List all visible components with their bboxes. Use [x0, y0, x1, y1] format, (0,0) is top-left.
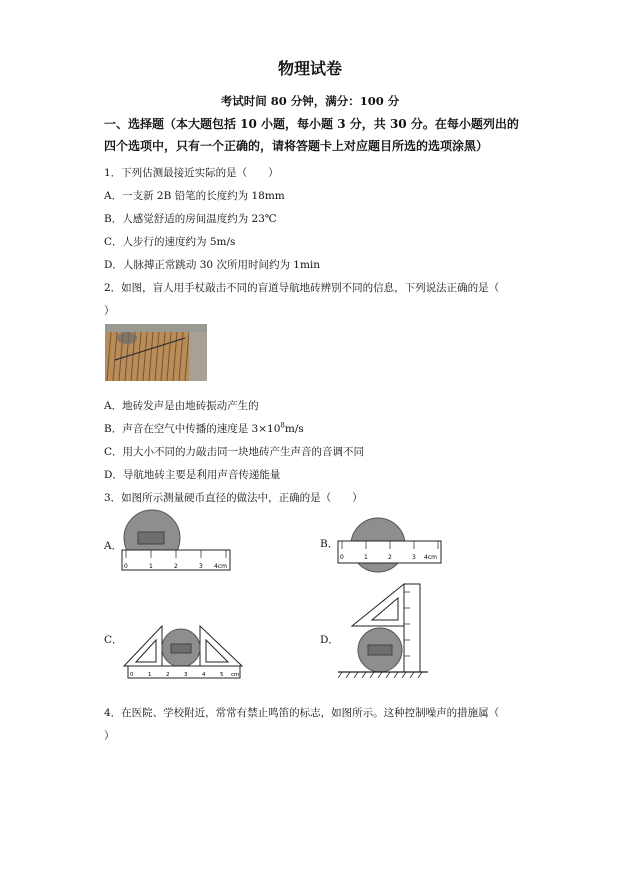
page-title: 物理试卷: [277, 59, 342, 78]
question-1-stem: 1．下列估测最接近实际的是（ ）: [104, 167, 279, 179]
q2-option-b-text: B．声音在空气中传播的速度是 3×10: [104, 423, 281, 435]
q2-option-b-exponent: 8: [280, 421, 285, 430]
q1-option-a: A．一支新 2B 铅笔的长度约为 18mm: [104, 190, 285, 202]
question-3-stem: 3．如图所示测量硬币直径的做法中，正确的是（ ）: [104, 492, 363, 504]
q3-figure-b: [336, 515, 446, 575]
ruler-b-tick-2: 2: [388, 554, 392, 561]
ruler-a-tick-3: 3: [199, 563, 203, 570]
section-heading: [104, 113, 524, 157]
q3-label-a: A．: [104, 540, 123, 552]
ruler-c-tick-3: 3: [184, 672, 188, 678]
question-4-stem: 4．在医院、学校附近，常常有禁止鸣笛的标志，如图所示。这种控制噪声的措施属（: [104, 707, 500, 719]
question-2-stem: 2．如图，盲人用手杖敲击不同的盲道导航地砖辨别不同的信息，下列说法正确的是（: [104, 282, 500, 294]
q3-label-d: D．: [320, 634, 339, 646]
ruler-b-tick-4: 4cm: [424, 554, 437, 561]
q2-option-c: C．用大小不同的力敲击同一块地砖产生声音的音调不同: [104, 446, 365, 458]
ruler-a-tick-4: 4cm: [214, 563, 227, 570]
ruler-b-tick-1: 1: [364, 554, 368, 561]
ruler-c-tick-4: 4: [202, 672, 206, 678]
question-4-stem-end: ）: [104, 730, 115, 742]
ruler-b-tick-3: 3: [412, 554, 416, 561]
ruler-c-tick-0: 0: [130, 672, 134, 678]
q3-label-b: B．: [320, 538, 339, 550]
q1-option-d: D．人脉搏正常跳动 30 次所用时间约为 1min: [104, 259, 321, 271]
q1-option-c: C．人步行的速度约为 5m/s: [104, 236, 236, 248]
ruler-c-tick-2: 2: [166, 672, 170, 678]
q2-option-d: D．导航地砖主要是利用声音传递能量: [104, 469, 281, 481]
q2-option-a: A．地砖发声是由地砖振动产生的: [104, 400, 259, 412]
section-heading-line1: 一、选择题（本大题包括 10 小题，每小题 3 分，共 30 分。在每小题列出的: [104, 117, 519, 131]
q2-option-b-unit: m/s: [284, 423, 304, 435]
question-2-stem-end: ）: [104, 305, 115, 317]
q2-option-b: [104, 421, 304, 436]
ruler-a-tick-2: 2: [174, 563, 178, 570]
section-heading-line2: 四个选项中，只有一个正确的，请将答题卡上对应题目所选的选项涂黑）: [104, 139, 489, 153]
ruler-c-tick-6: cm: [231, 672, 240, 678]
tactile-paving-photo: [105, 324, 207, 381]
exam-meta: 考试时间 80 分钟，满分：100 分: [220, 94, 400, 108]
ruler-a-tick-0: 0: [124, 563, 128, 570]
ruler-c-tick-5: 5: [220, 672, 224, 678]
q3-figure-c: [122, 622, 247, 680]
ruler-a-tick-1: 1: [149, 563, 153, 570]
ruler-b-tick-0: 0: [340, 554, 344, 561]
ruler-c-tick-1: 1: [148, 672, 152, 678]
q1-option-b: B．人感觉舒适的房间温度约为 23℃: [104, 213, 277, 225]
q3-figure-d: [338, 578, 430, 682]
q3-figure-a: [120, 508, 235, 574]
q3-label-c: C．: [104, 634, 123, 646]
